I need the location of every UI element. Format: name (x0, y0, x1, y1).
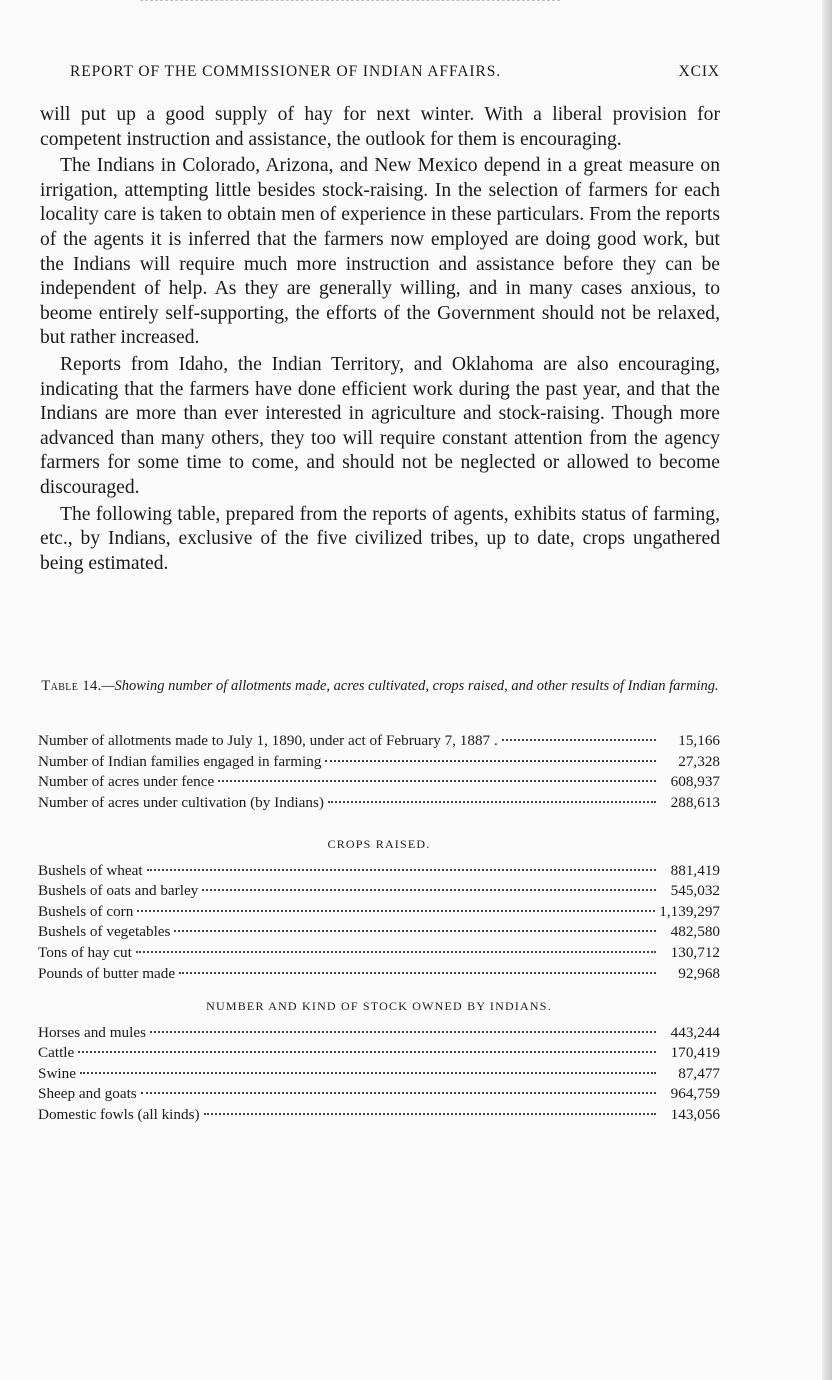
row-value: 130,712 (670, 943, 720, 961)
dot-leader (325, 760, 656, 762)
body-text (40, 103, 720, 578)
row-label: Cattle (38, 1044, 75, 1062)
row-label: Number of Indian families engaged in farming (38, 752, 322, 770)
table-row (38, 1064, 720, 1085)
row-label: Bushels of oats and barley (38, 882, 199, 900)
row-label: Number of allotments made to July 1, 1890, under act of February 7, 1887 . (38, 732, 498, 749)
row-value: 1,139,297 (659, 902, 720, 920)
row-label: Number of acres under fence (38, 773, 215, 791)
crops-table (38, 826, 720, 984)
dot-leader (147, 869, 656, 871)
table-row (38, 793, 720, 814)
table-caption-lead: Table 14. (41, 678, 102, 694)
table-row (38, 922, 720, 943)
table-row (38, 902, 720, 923)
row-value: 143,056 (670, 1105, 720, 1123)
page-edge-shadow (822, 0, 832, 1380)
row-label: Bushels of corn (38, 902, 134, 920)
row-value: 443,244 (670, 1023, 720, 1041)
row-label: Number of acres under cultivation (by Indians) (38, 793, 324, 811)
row-value: 881,419 (670, 861, 720, 879)
general-stats-table (38, 731, 720, 813)
dot-leader (78, 1051, 656, 1053)
row-value: 482,580 (670, 923, 720, 941)
row-label: Tons of hay cut (38, 943, 132, 961)
table-caption-description: —Showing number of allotments made, acres cultivated, crops raised, and other results of Indian farming. (101, 678, 719, 694)
dot-leader (179, 972, 656, 974)
row-value: 170,419 (670, 1044, 720, 1062)
table-row (38, 943, 720, 964)
dot-leader (137, 910, 655, 912)
row-label: Swine (38, 1064, 76, 1082)
stock-table (38, 988, 720, 1126)
dot-leader (150, 1031, 656, 1033)
row-label: Horses and mules (38, 1023, 146, 1041)
row-value: 288,613 (670, 793, 720, 811)
stock-heading: NUMBER AND KIND OF STOCK OWNED BY INDIANS. (206, 999, 552, 1013)
row-value: 545,032 (670, 882, 720, 900)
dot-leader (80, 1072, 656, 1074)
header-title: REPORT OF THE COMMISSIONER OF INDIAN AFFAIRS. (70, 63, 502, 80)
row-value: 608,937 (670, 773, 720, 791)
paragraph: The following table, prepared from the reports of agents, exhibits status of farming, etc., by Indians, exclusive of the five civilized tribes, up to date, crops ungathered being estimated. (40, 503, 720, 574)
crops-heading: CROPS RAISED. (327, 837, 431, 851)
table-row (38, 1023, 720, 1044)
row-label: Domestic fowls (all kinds) (38, 1105, 200, 1123)
dot-leader (141, 1092, 656, 1094)
row-label: Sheep and goats (38, 1085, 137, 1103)
page-top-marks (140, 0, 560, 13)
row-label: Bushels of wheat (38, 861, 143, 879)
dot-leader (136, 951, 656, 953)
row-value: 92,968 (678, 964, 720, 982)
table-row (38, 881, 720, 902)
dot-leader (502, 739, 656, 741)
row-label: Pounds of butter made (38, 964, 176, 982)
table-row (38, 861, 720, 882)
table-row (38, 731, 720, 752)
paragraph: will put up a good supply of hay for next winter. With a liberal provision for competent instruction and assistance, the outlook for them is encouraging. (40, 104, 720, 150)
table-caption (40, 676, 720, 696)
running-header (70, 63, 720, 81)
row-value: 87,477 (678, 1064, 720, 1082)
table-row (38, 1043, 720, 1064)
row-value: 964,759 (670, 1085, 720, 1103)
table-row (38, 772, 720, 793)
dot-leader (174, 930, 656, 932)
dot-leader (204, 1113, 656, 1115)
table-row (38, 964, 720, 985)
dot-leader (202, 889, 656, 891)
dot-leader (328, 801, 656, 803)
table-row (38, 1105, 720, 1126)
paragraph: Reports from Idaho, the Indian Territory, and Oklahoma are also encouraging, indicating that the farmers have done efficient work during the past year, and that the Indians are more than ever interested in agriculture and stock-raising. Though more advanced than many others, they too will require constant attention from the agency farmers for some time to come, and should not be neglected or allowed to become discouraged. (40, 353, 720, 498)
table-row (38, 752, 720, 773)
row-label: Bushels of vegetables (38, 923, 171, 941)
row-value: 15,166 (678, 732, 720, 749)
page-number: XCIX (678, 63, 720, 80)
row-value: 27,328 (678, 752, 720, 770)
dot-leader (218, 780, 656, 782)
table-row (38, 1084, 720, 1105)
paragraph: The Indians in Colorado, Arizona, and New Mexico depend in a great measure on irrigation, attempting little besides stock-raising. In the selection of farmers for each locality care is taken to obtain men of experience in these particulars. From the reports of the agents it is inferred that the farmers now employed are doing good work, but the Indians will require much more instruction and assistance before they can be independent of help. As they are generally willing, and in many cases anxious, to beome entirely self-supporting, the efforts of the Government should not be relaxed, but rather increased. (40, 155, 720, 349)
